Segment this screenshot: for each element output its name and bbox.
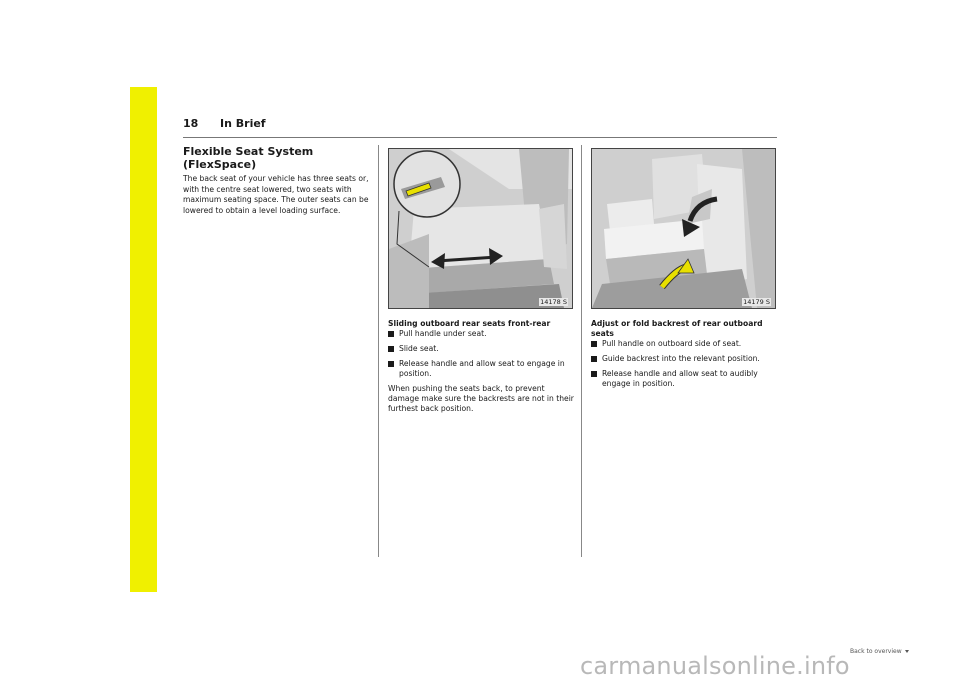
instruction-title: Sliding outboard rear seats front-rear (388, 319, 551, 328)
list-item: Pull handle under seat. (388, 329, 574, 339)
list-item: Release handle and allow seat to engage in position. (388, 359, 574, 379)
bullet-icon (388, 361, 394, 367)
figure-backrest (591, 148, 776, 309)
yellow-side-tab (130, 87, 157, 592)
section-title: In Brief (220, 117, 266, 130)
instruction-title: Adjust or fold backrest of rear outboard seats (591, 319, 763, 338)
column-divider (378, 145, 379, 557)
bullet-icon (591, 371, 597, 377)
backrest-illustration (592, 149, 775, 308)
watermark: carmanualsonline.info (580, 652, 850, 680)
back-to-overview-link[interactable]: Back to overview (850, 648, 909, 655)
page-heading: Flexible Seat System (FlexSpace) (183, 145, 314, 171)
figure-sliding-seat (388, 148, 573, 309)
list-item: Guide backrest into the relevant position. (591, 354, 777, 364)
list-item: Slide seat. (388, 344, 574, 354)
figure-id: 14178 S (540, 298, 567, 306)
list-item: Pull handle on outboard side of seat. (591, 339, 777, 349)
intro-column (183, 145, 369, 216)
backrest-instructions (591, 319, 777, 394)
intro-paragraph: The back seat of your vehicle has three seats or, with the centre seat lowered, two seats with maximum seating space. The outer seats can be lowered to obtain a level loading surface. (183, 174, 369, 215)
sliding-instructions (388, 319, 574, 414)
step-list (591, 339, 777, 389)
bullet-icon (388, 346, 394, 352)
figure-id: 14179 S (743, 298, 770, 306)
list-item: Release handle and allow seat to audibly engage in position. (591, 369, 777, 389)
step-list (388, 329, 574, 379)
page-number: 18 (183, 117, 199, 130)
header-divider (183, 137, 777, 138)
column-divider (581, 145, 582, 557)
seat-illustration (389, 149, 572, 308)
arrow-down-icon (905, 650, 909, 653)
bullet-icon (591, 356, 597, 362)
bullet-icon (591, 341, 597, 347)
bullet-icon (388, 331, 394, 337)
caution-note: When pushing the seats back, to prevent damage make sure the backrests are not in their furthest back position. (388, 384, 574, 413)
